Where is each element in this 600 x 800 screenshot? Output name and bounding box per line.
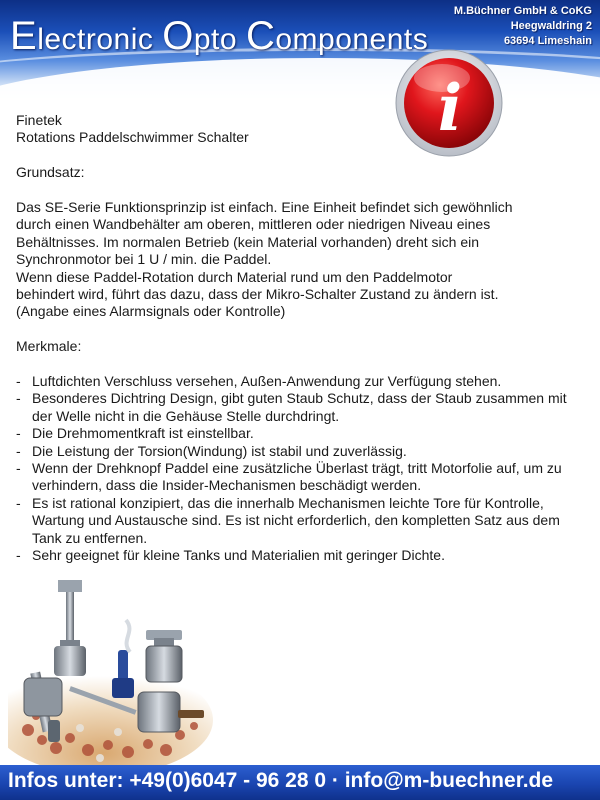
brand-word-opto: pto [193, 23, 238, 56]
bullet-marker: - [16, 390, 21, 407]
brand-initial-o: O [162, 14, 194, 58]
bullet-marker: - [16, 460, 21, 477]
principle-line: behindert wird, führt das dazu, dass der Mikro-Schalter Zustand zu ändern ist. [16, 286, 499, 303]
brand-word-components: omponents [275, 23, 429, 56]
principle-line: durch einen Wandbehälter am oberen, mittleren oder niedrigen Niveau eines [16, 216, 491, 233]
feature-text: Sehr geeignet für kleine Tanks und Materialien mit geringer Dichte. [32, 547, 445, 564]
product-title: Rotations Paddelschwimmer Schalter [16, 129, 249, 146]
principle-line: (Angabe eines Alarmsignals oder Kontrolle) [16, 303, 286, 320]
brand-initial-c: C [245, 14, 276, 58]
feature-text: Es ist rational konzipiert, das die innerhalb Mechanismen leichte Tore für Kontrolle, Wartung und Austausche sind. Es ist nicht erforderlich, den kompletten Satz aus dem Tank zu entfernen. [32, 494, 560, 546]
feature-text: Besonderes Dichtring Design, gibt guten Staub Schutz, dass der Staub zusammen mit der Welle nicht in die Gehäuse Stelle durchdringt. [32, 390, 567, 424]
bullet-marker: - [16, 547, 21, 564]
product-photo [8, 580, 213, 765]
feature-text: Die Drehmomentkraft ist einstellbar. [32, 425, 254, 442]
company-name: M.Büchner GmbH & CoKG [453, 5, 592, 17]
brand-word-electronic: lectronic [37, 23, 154, 56]
brand-initial-e: E [10, 14, 38, 58]
company-city: 63694 Limeshain [503, 35, 592, 47]
feature-text: Luftdichten Verschluss versehen, Außen-Anwendung zur Verfügung stehen. [32, 373, 502, 390]
principle-line: Das SE-Serie Funktionsprinzip ist einfach. Eine Einheit befindet sich gewöhnlich [16, 199, 513, 215]
features-heading: Merkmale: [16, 338, 82, 355]
footer-bar [0, 765, 600, 800]
feature-text: Wenn der Drehknopf Paddel eine zusätzliche Überlast trägt, tritt Motorfolie auf, um zu verhindern, dass die Insider-Mechanismen beschädigt werden. [32, 460, 562, 494]
feature-item [16, 495, 588, 547]
company-address [454, 4, 592, 49]
bullet-marker: - [16, 425, 21, 442]
footer-contact: Infos unter: +49(0)6047 - 96 28 0 · info@m-buechner.de [8, 769, 554, 792]
company-street: Heegwaldring 2 [510, 20, 592, 32]
manufacturer-name: Finetek [16, 112, 62, 128]
feature-item [16, 390, 588, 425]
principle-line: Behältnisses. Im normalen Betrieb (kein Material vorhanden) dreht sich ein [16, 233, 480, 250]
bullet-marker: - [16, 442, 21, 459]
feature-item [16, 443, 588, 460]
feature-item [16, 547, 588, 564]
principle-heading: Grundsatz: [16, 164, 85, 181]
document-body [16, 112, 588, 565]
feature-item [16, 373, 588, 390]
bullet-marker: - [16, 373, 21, 390]
feature-text: Die Leistung der Torsion(Windung) ist stabil und zuverlässig. [32, 442, 407, 459]
info-badge-letter: i [437, 71, 463, 146]
principle-line: Synchronmotor bei 1 U / min. die Paddel. [16, 251, 272, 268]
header-banner [0, 0, 600, 105]
principle-line: Wenn diese Paddel-Rotation durch Material rund um den Paddelmotor [16, 268, 453, 285]
brand-title [10, 14, 428, 59]
bullet-marker: - [16, 494, 21, 511]
feature-item [16, 460, 588, 495]
feature-item [16, 425, 588, 442]
